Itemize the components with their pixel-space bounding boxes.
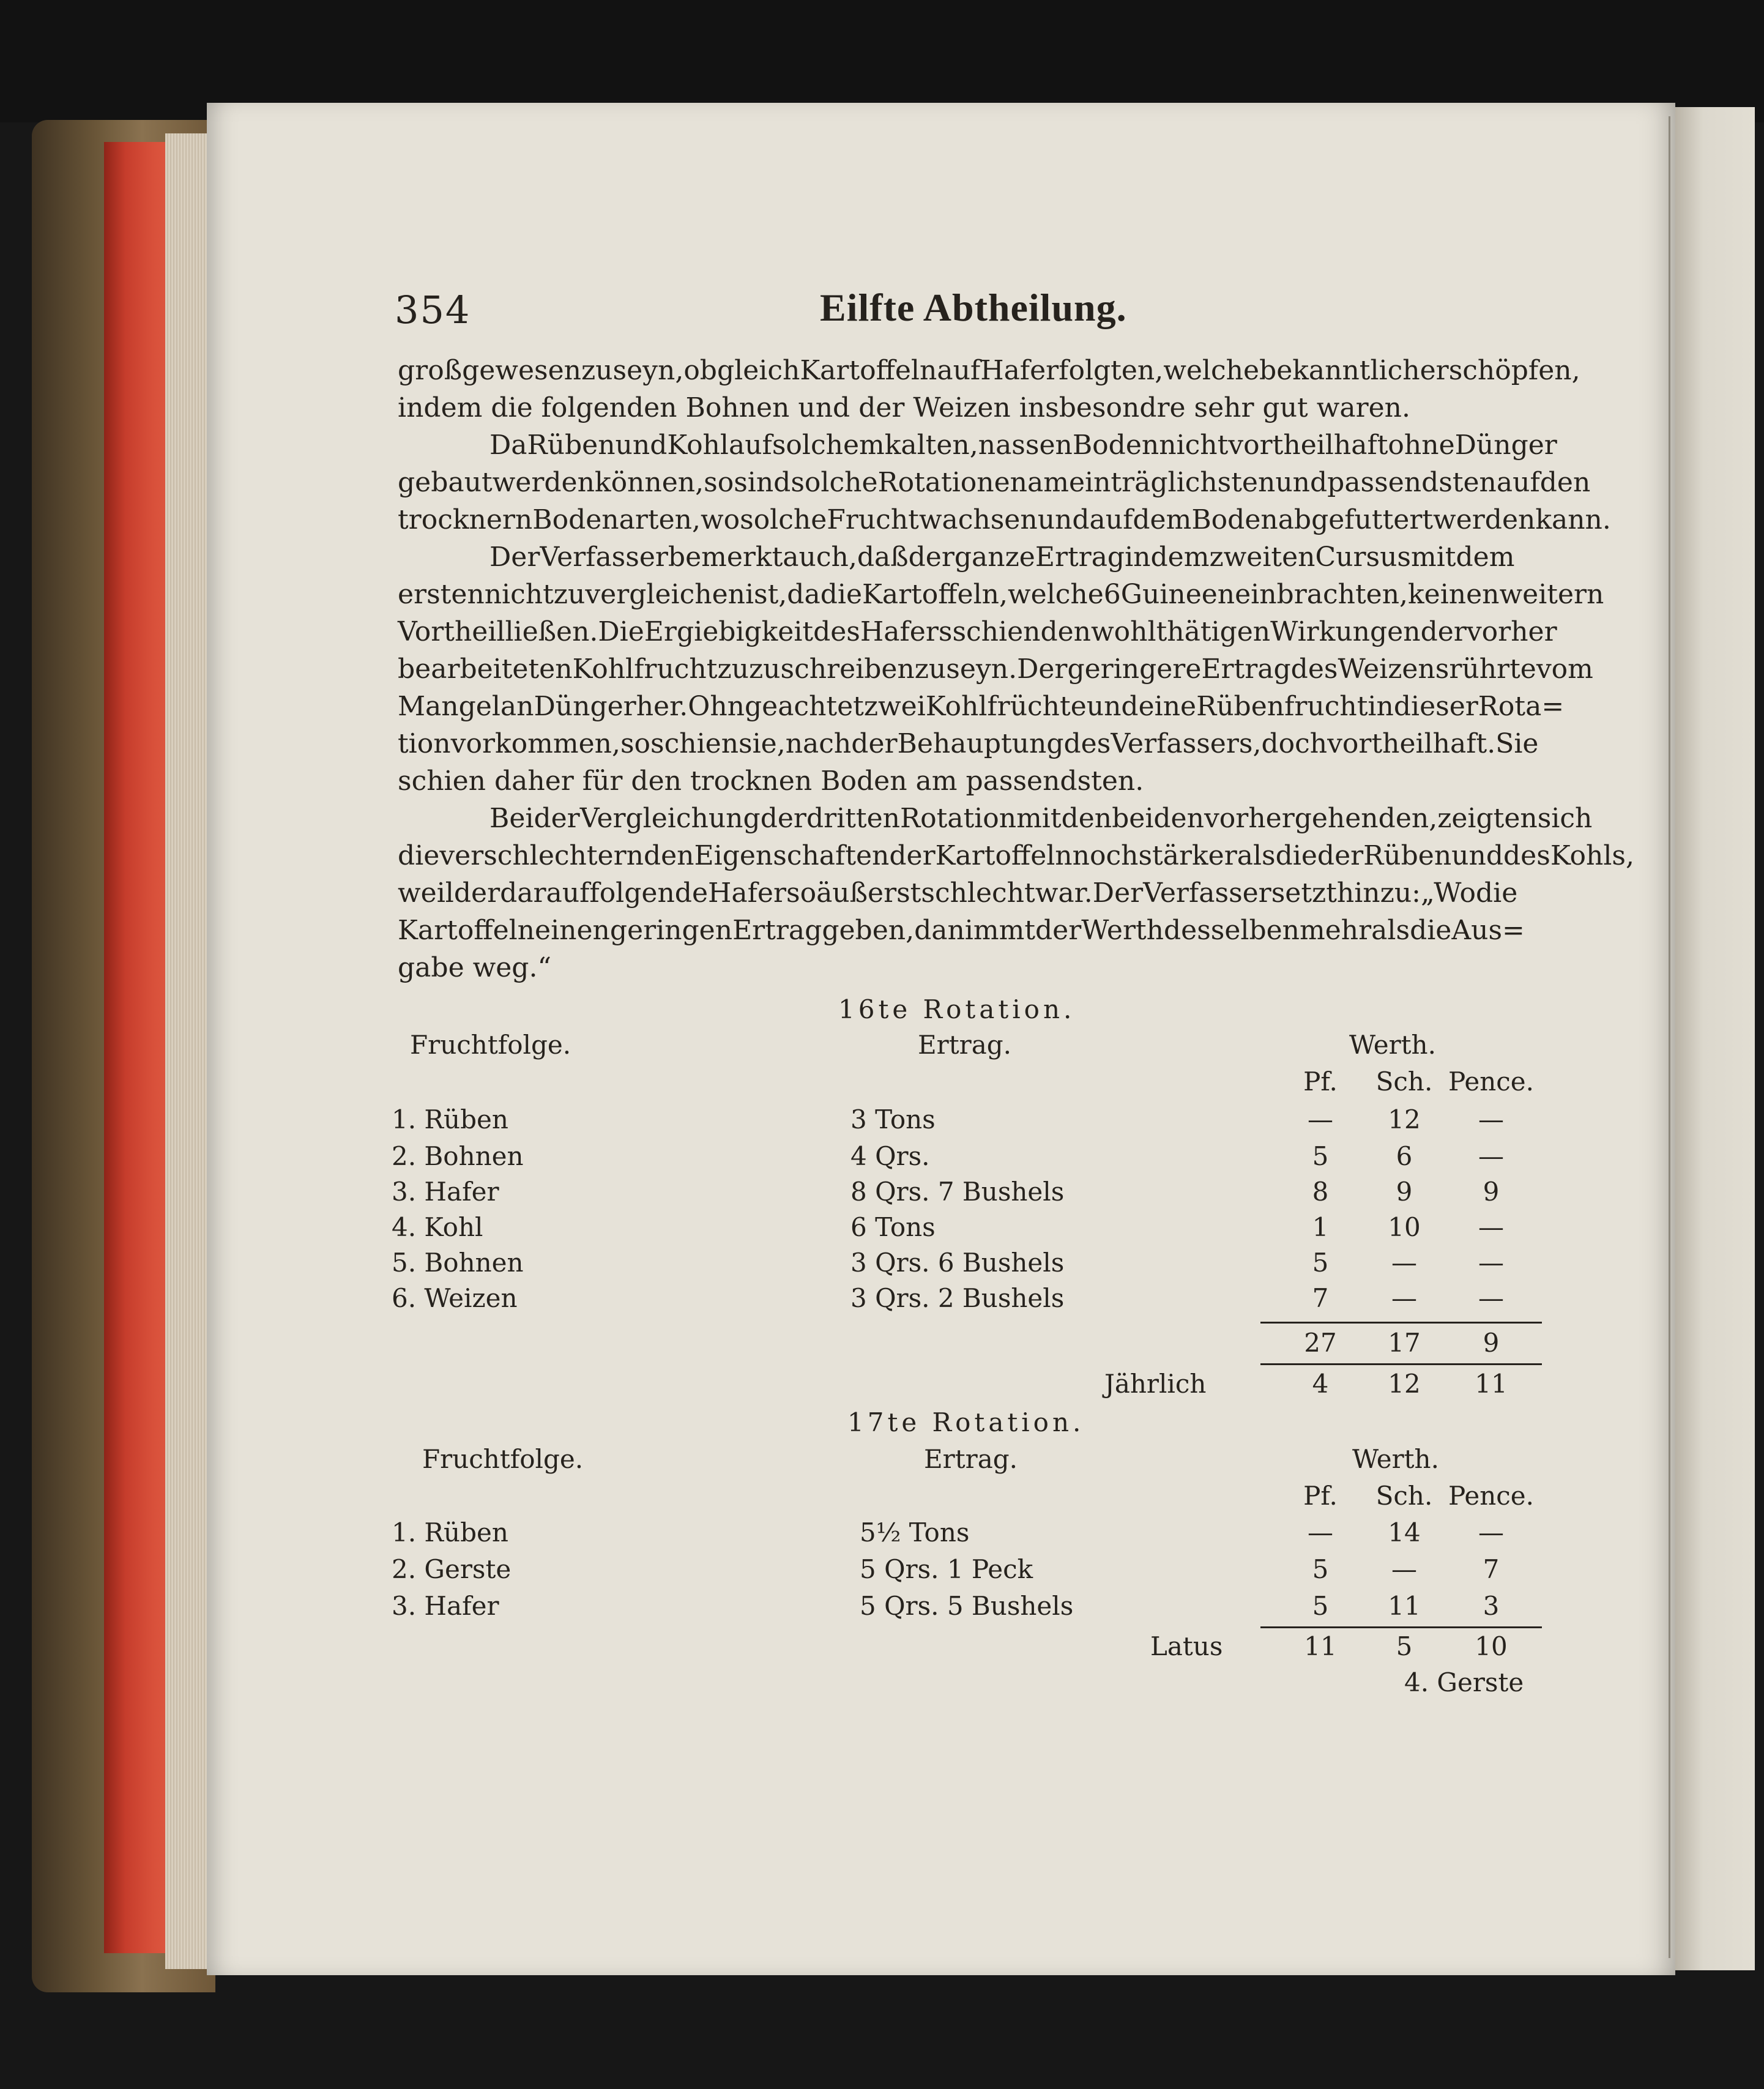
table-title: 16te Rotation. [838,994,1076,1024]
latus-pf: 11 [1304,1631,1337,1661]
gutter [1669,116,1670,1958]
col-header-pence: Pence. [1448,1067,1534,1097]
text-line: Vortheil ließen. Die Ergiebigkeit des Hafers schien den wohlthätigen Wirkungen der vorher [398,616,1557,647]
table-row [392,1517,1517,1554]
value-pf: — [1308,1517,1333,1547]
value-pence: 7 [1483,1554,1500,1584]
value-pence: — [1478,1141,1504,1171]
text-line: gabe weg.“ [398,952,551,983]
text-line: Da Rüben und Kohl auf solchem kalten, nassen Boden nicht vortheilhaft ohne Dünger [489,430,1557,461]
annual-row [392,1369,1517,1406]
table-row [392,1554,1517,1591]
table-row [392,1177,1517,1213]
crop-yield: 5½ Tons [860,1517,970,1547]
facing-page [1675,107,1755,1970]
value-pf: 5 [1312,1248,1329,1278]
value-sch: 11 [1388,1591,1421,1621]
col-header-pf: Pf. [1303,1067,1338,1097]
text-line: groß gewesen zu seyn, obgleich Kartoffeln auf Hafer folgten, welche bekanntlich erschöpfen, [398,355,1580,386]
annual-sch: 12 [1388,1369,1421,1399]
annual-pf: 4 [1312,1369,1329,1399]
value-sch: — [1391,1283,1417,1313]
value-pence: — [1478,1517,1504,1547]
running-head: Eilfte Abtheilung. [820,286,1127,329]
latus-sch: 5 [1396,1631,1413,1661]
col-header-sch: Sch. [1375,1067,1433,1097]
col-header-value: Werth. [1352,1444,1439,1474]
crop-name: 4. Kohl [392,1212,483,1242]
text-line: ersten nicht zu vergleichen ist, da die Kartoffeln, welche 6 Guineen einbrachten, keinen weitern [398,579,1604,610]
latus-row [392,1631,1517,1668]
crop-name: 1. Rüben [392,1517,508,1547]
crop-name: 6. Weizen [392,1283,518,1313]
crop-name: 2. Bohnen [392,1141,524,1171]
crop-yield: 6 Tons [850,1212,936,1242]
table-row [392,1141,1517,1178]
annual-pence: 11 [1475,1369,1508,1399]
value-pf: 7 [1312,1283,1329,1313]
col-header-fruit: Fruchtfolge. [422,1444,584,1474]
crop-yield: 4 Qrs. [850,1141,930,1171]
crop-name: 2. Gerste [392,1554,512,1584]
value-sch: — [1391,1554,1417,1584]
col-header-yield: Ertrag. [918,1030,1011,1060]
table-title: 17te Rotation. [847,1407,1085,1437]
text-line: indem die folgenden Bohnen und der Weizen insbesondre sehr gut waren. [398,392,1410,423]
text-line: Mangel an Dünger her. Ohngeachtet zwei Kohlfrüchte und eine Rübenfrucht in dieser Rota= [398,691,1565,722]
value-pence: — [1478,1104,1504,1134]
col-header-pence: Pence. [1448,1481,1534,1511]
value-sch: 9 [1396,1177,1413,1207]
table-row [392,1248,1517,1284]
sum-rule [1260,1322,1542,1324]
value-pf: 1 [1312,1212,1329,1242]
col-header-value: Werth. [1349,1030,1436,1060]
crop-yield: 3 Qrs. 6 Bushels [850,1248,1065,1278]
col-header-sch: Sch. [1375,1481,1433,1511]
text-line: gebaut werden können, so sind solche Rotationen am einträglichsten und passendsten auf den [398,467,1591,498]
crop-yield: 3 Tons [850,1104,936,1134]
total-pf: 27 [1304,1328,1337,1358]
value-sch: 10 [1388,1212,1421,1242]
value-pf: 5 [1312,1591,1329,1621]
value-sch: 12 [1388,1104,1421,1134]
col-header-yield: Ertrag. [924,1444,1018,1474]
text-line: weil der darauf folgende Hafer so äußerst schlecht war. Der Verfasser setzt hinzu: „Wo die [398,877,1518,909]
table-row [392,1283,1517,1320]
value-pf: 5 [1312,1554,1329,1584]
crop-name: 3. Hafer [392,1177,499,1207]
text-line: bearbeiteten Kohlfrucht zuzuschreiben zu seyn. Der geringere Ertrag des Weizens rührte vom [398,654,1593,685]
value-sch: 14 [1388,1517,1421,1547]
page-number: 354 [395,288,471,332]
col-header-pf: Pf. [1303,1481,1338,1511]
crop-yield: 3 Qrs. 2 Bushels [850,1283,1065,1313]
value-sch: 6 [1396,1141,1413,1171]
value-pf: 5 [1312,1141,1329,1171]
text-line: Der Verfasser bemerkt auch, daß der ganze Ertrag in dem zweiten Cursus mit dem [489,542,1515,573]
value-pf: — [1308,1104,1333,1134]
text-line: tion vorkommen, so schien sie, nach der Behauptung des Verfassers, doch vortheilhaft. Sie [398,728,1539,759]
crop-name: 3. Hafer [392,1591,499,1621]
value-pence: — [1478,1283,1504,1313]
text-line: die verschlechternden Eigenschaften der Kartoffeln noch stärker als die der Rüben und des Kohls, [398,840,1634,871]
total-pence: 9 [1483,1328,1500,1358]
value-pf: 8 [1312,1177,1329,1207]
annual-label: Jährlich [1104,1369,1207,1399]
table-row [392,1104,1517,1141]
sum-rule [1260,1363,1542,1365]
crop-name: 5. Bohnen [392,1248,524,1278]
col-header-fruit: Fruchtfolge. [410,1030,571,1060]
text-line: Bei der Vergleichung der dritten Rotation mit den beiden vorhergehenden, zeigten sich [489,803,1593,834]
total-sch: 17 [1388,1328,1421,1358]
catchword: 4. Gerste [1404,1667,1524,1697]
table-row [392,1212,1517,1249]
text-line: trocknern Bodenarten, wo solche Frucht wachsen und auf dem Boden abgefuttert werden kann. [398,504,1611,535]
value-pence: — [1478,1248,1504,1278]
table-row [392,1591,1517,1628]
latus-pence: 10 [1475,1631,1508,1661]
value-pence: — [1478,1212,1504,1242]
crop-yield: 8 Qrs. 7 Bushels [850,1177,1065,1207]
crop-yield: 5 Qrs. 1 Peck [860,1554,1033,1584]
crop-name: 1. Rüben [392,1104,508,1134]
value-pence: 9 [1483,1177,1500,1207]
body-text [398,352,1634,986]
latus-label: Latus [1150,1631,1223,1661]
text-line: schien daher für den trocknen Boden am passendsten. [398,765,1144,797]
value-pence: 3 [1483,1591,1500,1621]
total-row [392,1328,1517,1365]
text-line: Kartoffeln einen geringen Ertrag geben, da nimmt der Werth desselben mehr als die Aus= [398,915,1525,946]
value-sch: — [1391,1248,1417,1278]
crop-yield: 5 Qrs. 5 Bushels [860,1591,1074,1621]
sum-rule [1260,1626,1542,1628]
